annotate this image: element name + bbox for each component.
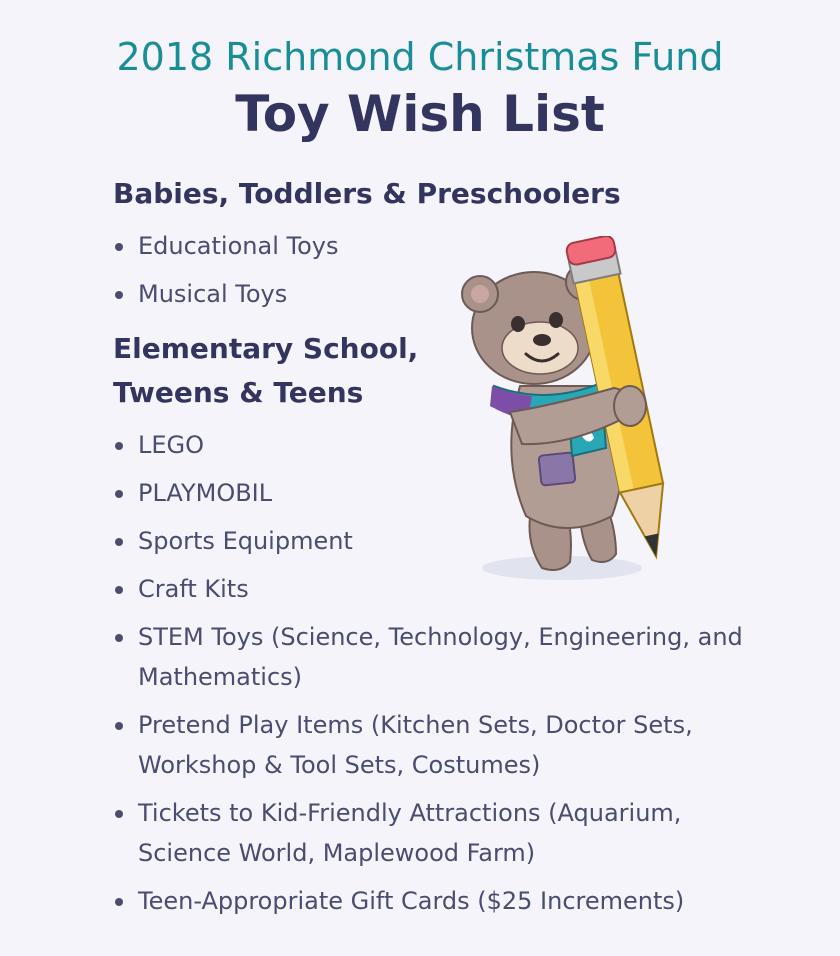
list-item: Tickets to Kid-Friendly Attractions (Aquarium, Science World, Maplewood Farm) (113, 793, 743, 873)
section-heading-elementary-line-1: Elementary School, (113, 332, 419, 365)
list-item: Sports Equipment (113, 521, 443, 561)
list-item: Pretend Play Items (Kitchen Sets, Doctor Sets, Workshop & Tool Sets, Costumes) (113, 705, 743, 785)
list-item: Musical Toys (113, 274, 443, 314)
title-line-1: 2018 Richmond Christmas Fund (116, 35, 724, 79)
list-item: LEGO (113, 425, 443, 465)
elementary-list-long (113, 617, 743, 929)
elementary-list-short (113, 425, 443, 617)
list-item: Educational Toys (113, 226, 443, 266)
list-item: Craft Kits (113, 569, 443, 609)
section-heading-babies: Babies, Toddlers & Preschoolers (113, 177, 621, 210)
list-item: STEM Toys (Science, Technology, Engineering, and Mathematics) (113, 617, 743, 697)
list-item: Teen-Appropriate Gift Cards ($25 Increments) (113, 881, 743, 921)
section-heading-elementary-line-2: Tweens & Teens (113, 376, 364, 409)
title-line-2: Toy Wish List (235, 85, 605, 143)
teddy-bear-pencil-illustration (452, 236, 692, 588)
list-item: PLAYMOBIL (113, 473, 443, 513)
babies-list (113, 226, 443, 322)
